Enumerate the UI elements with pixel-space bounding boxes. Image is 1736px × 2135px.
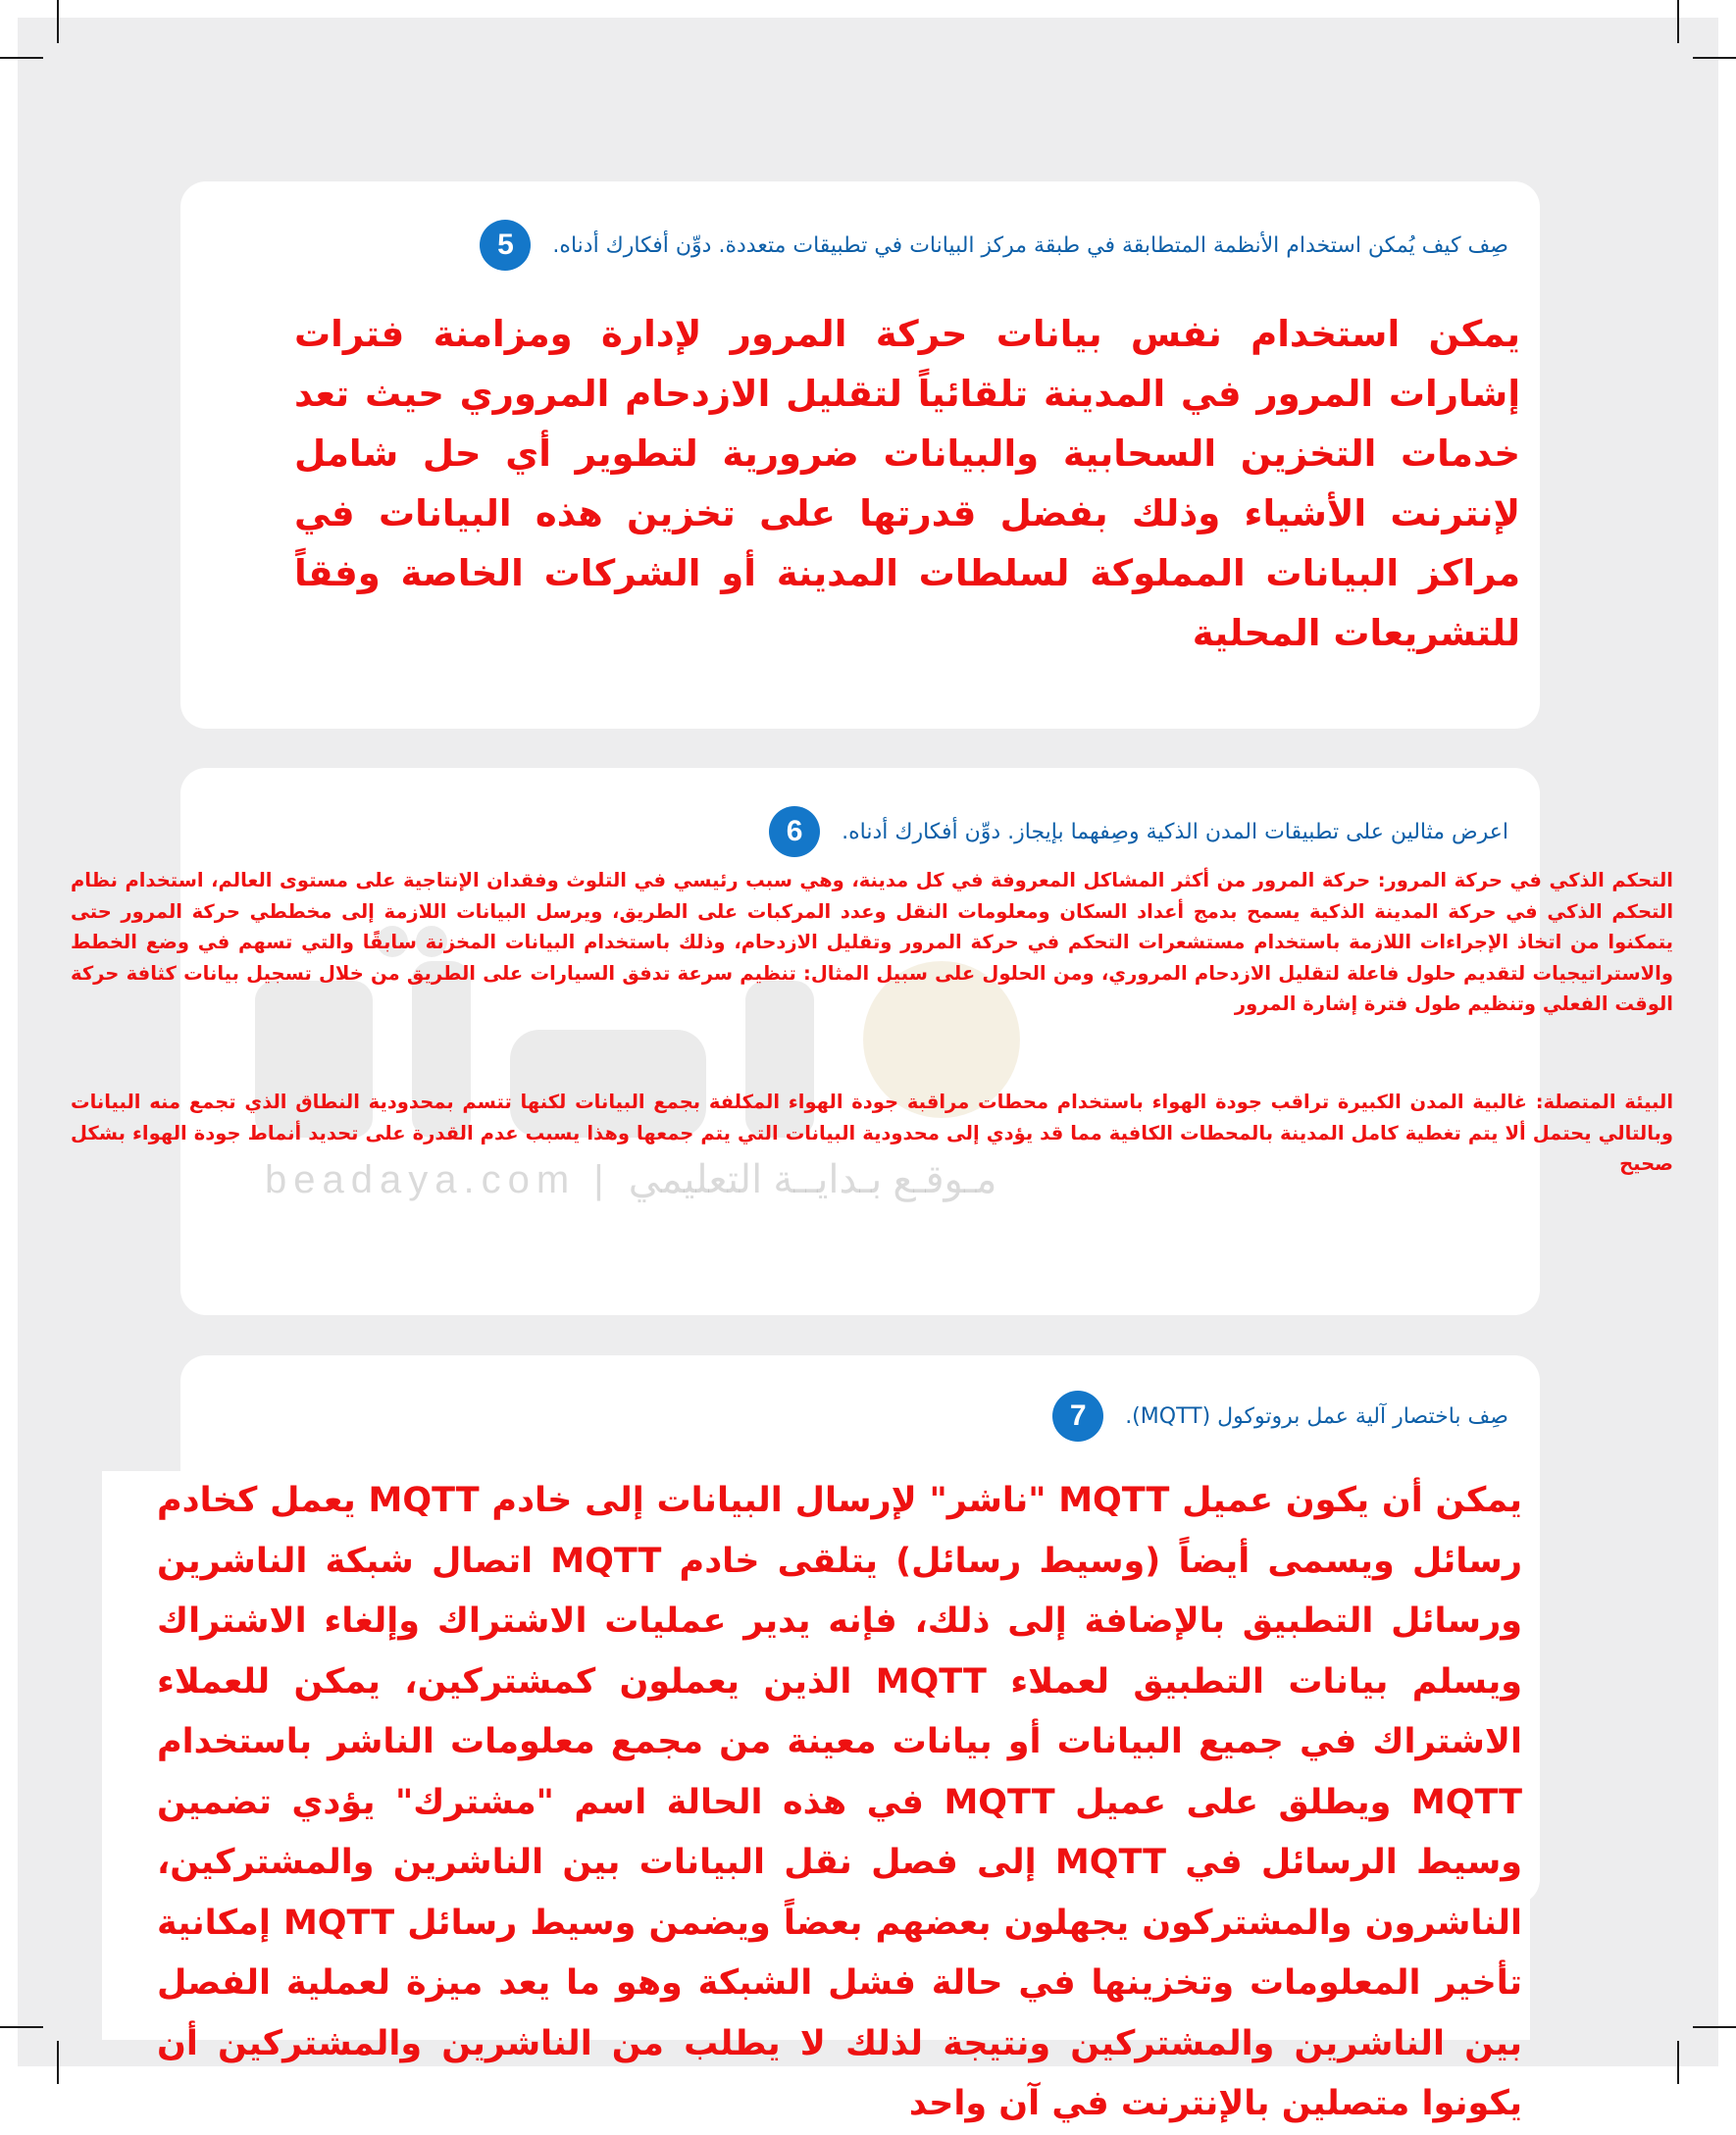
watermark-text: beadaya.com | مـوقـع بـدايــة التعليمي <box>265 1158 997 1201</box>
crop-mark-top-left-h <box>0 57 43 59</box>
question-7-answer[interactable]: يمكن أن يكون عميل MQTT "ناشر" لإرسال البيانات إلى خادم MQTT يعمل كخادم رسائل ويسمى أيضاً (وسيط رسائل) يتلقى خادم MQTT اتصال شبكة الناشرين ورسائل التطبيق بالإضافة إلى ذلك، فإنه يدير عمليات الاشتراك وإلغاء الاشتراك ويسلم بيانات التطبيق لعملاء MQTT الذين يعملون كمشتركين، يمكن للعملاء الاشتراك في جميع البيانات أو بيانات معينة من مجمع معلومات الناشر باستخدام MQTT ويطلق على عميل MQTT في هذه الحالة اسم "مشترك" يؤدي تضمين وسيط الرسائل في MQTT إلى فصل نقل البيانات بين الناشرين والمشتركين، الناشرون والمشتركون يجهلون بعضهم بعضاً ويضمن وسيط رسائل MQTT إمكانية تأخير المعلومات وتخزينها في حالة فشل الشبكة وهو ما يعد ميزة لعملية الفصل بين الناشرين والمشتركين ونتيجة لذلك لا يطلب من الناشرين والمشتركين أن يكونوا متصلين بالإنترنت في آن واحد <box>157 1481 1522 2123</box>
question-7-number-badge: 7 <box>1052 1391 1103 1442</box>
question-5-header <box>480 220 1508 271</box>
crop-mark-bottom-right <box>1677 2041 1679 2084</box>
crop-mark-bottom-right-h <box>1693 2026 1736 2028</box>
question-7-prompt: صِف باختصار آلية عمل بروتوكول (MQTT). <box>1125 1403 1508 1429</box>
question-7-header <box>1052 1391 1508 1442</box>
question-5-number-badge: 5 <box>480 220 531 271</box>
question-6-number-badge: 6 <box>769 806 820 857</box>
crop-mark-bottom-left-h <box>0 2026 43 2028</box>
question-5-answer[interactable]: يمكن استخدام نفس بيانات حركة المرور لإدارة ومزامنة فترات إشارات المرور في المدينة تلقائياً لتقليل الازدحام المروري حيث تعد خدمات التخزين السحابية والبيانات ضرورية لتطوير أي حل شامل لإنترنت الأشياء وذلك بفضل قدرتها على تخزين هذه البيانات في مراكز البيانات المملوكة لسلطات المدينة أو الشركات الخاصة وفقاً للتشريعات المحلية <box>294 313 1520 654</box>
crop-mark-top-right <box>1677 0 1679 43</box>
question-6-answer-environment[interactable]: البيئة المتصلة: غالبية المدن الكبيرة تراقب جودة الهواء باستخدام محطات مراقبة جودة الهواء المكلفة بجمع البيانات لكنها تتسم بمحدودية النطاق الذي تجمع منه البيانات وبالتالي يحتمل ألا يتم تغطية كامل المدينة بالمحطات الكافية مما قد يؤدي إلى محدودية البيانات التي يتم جمعها وهذا يسبب عدم القدرة على تحديد أنماط جودة الهواء بشكل صحيح <box>71 1091 1673 1175</box>
question-6-prompt: اعرض مثالين على تطبيقات المدن الذكية وصِفهما بإيجاز. دوِّن أفكارك أدناه. <box>842 819 1508 844</box>
question-5-prompt: صِف كيف يُمكن استخدام الأنظمة المتطابقة في طبقة مركز البيانات في تطبيقات متعددة. دوِّن أفكارك أدناه. <box>552 232 1508 258</box>
crop-mark-bottom-left <box>57 2041 59 2084</box>
crop-mark-top-right-h <box>1693 57 1736 59</box>
question-6-header <box>769 806 1508 857</box>
question-6-answer-traffic[interactable]: التحكم الذكي في حركة المرور: حركة المرور من أكثر المشاكل المعروفة في كل مدينة، وهي سبب رئيسي في التلوث وفقدان الإنتاجية على مستوى العالم، استخدام نظام التحكم الذكي في حركة المدينة الذكية يسمح بدمج أعداد السكان ومعلومات النقل وعدد المركبات على الطريق، ويرسل البيانات اللازمة إلى مخططي حركة المرور حتى يتمكنوا من اتخاذ الإجراءات اللازمة باستخدام مستشعرات التحكم في حركة المرور وتقليل الازدحام، وذلك باستخدام البيانات المخزنة سابقًا والتي تسهم في وضع الخطط والاستراتيجيات لتقديم حلول فاعلة لتقليل الازدحام المروري، ومن الحلول على سبيل المثال: تنظيم سرعة تدفق السيارات على الطريق من خلال تسجيل بيانات كثافة حركة الوقت الفعلي وتنظيم طول فترة إشارة المرور <box>71 869 1673 1015</box>
crop-mark-top-left <box>57 0 59 43</box>
